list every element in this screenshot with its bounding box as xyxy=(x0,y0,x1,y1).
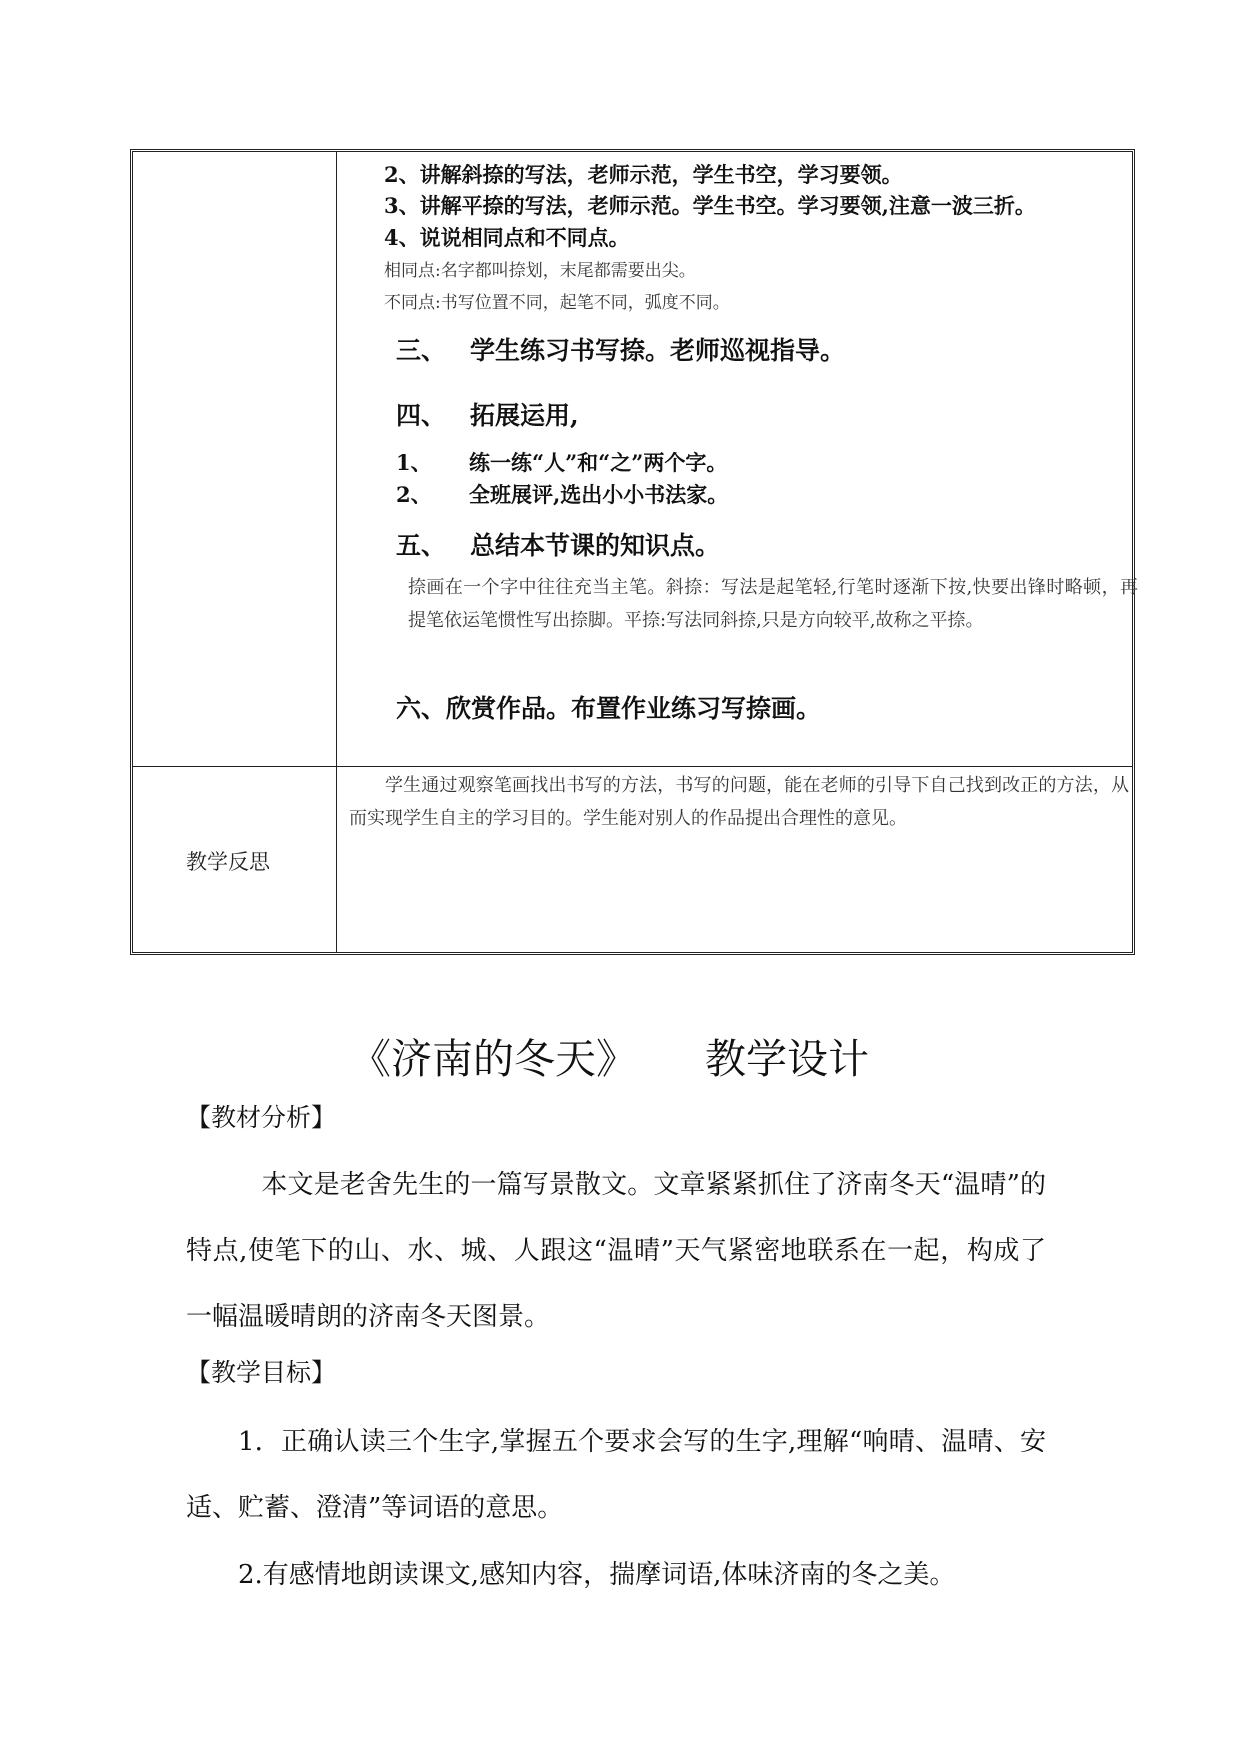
document-title xyxy=(350,1026,869,1085)
section-4-text: 拓展运用, xyxy=(470,401,579,430)
section-5-text: 总结本节课的知识点。 xyxy=(470,531,721,560)
procedure-cell xyxy=(340,152,1138,766)
goal-2-paragraph: 2.有感情地朗读课文,感知内容，揣摩词语,体味济南的冬之美。 xyxy=(238,1560,956,1590)
diff-point-note: 不同点:书写位置不同，起笔不同，弧度不同。 xyxy=(384,293,730,313)
sub-item-2-text: 全班展评,选出小小书法家。 xyxy=(469,482,729,507)
section-4-number: 四、 xyxy=(396,401,447,430)
row-divider xyxy=(133,766,1132,767)
step-3: 3、讲解平捺的写法，老师示范。学生书空。学习要领,注意一波三折。 xyxy=(384,193,1036,218)
lesson-plan-table xyxy=(130,149,1138,955)
analysis-paragraph: 本文是老舍先生的一篇写景散文。文章紧紧抓住了济南冬天“温晴”的特点,使笔下的山、水、城、人跟这“温晴”天气紧密地联系在一起，构成了一幅温暖晴朗的济南冬天图景。 xyxy=(186,1170,1046,1332)
step-2: 2、讲解斜捺的写法，老师示范，学生书空，学习要领。 xyxy=(384,162,903,187)
summary-text: 捺画在一个字中往往充当主笔。斜捺：写法是起笔轻,行笔时逐渐下按,快要出锋时略顿，再提笔依运笔惯性写出捺脚。平捺:写法同斜捺,只是方向较平,故称之平捺。 xyxy=(408,577,1138,631)
sub-item-1 xyxy=(396,447,727,477)
section-6-heading: 六、欣赏作品。布置作业练习写捺画。 xyxy=(396,694,822,723)
title-sub: 教学设计 xyxy=(705,1035,869,1083)
sub-item-2-number: 2、 xyxy=(396,482,432,507)
section-3-text: 学生练习书写捺。老师巡视指导。 xyxy=(470,336,846,365)
goal-1-paragraph: 1．正确认读三个生字,掌握五个要求会写的生字,理解“响晴、温晴、安适、贮蓄、澄清”等词语的意思。 xyxy=(186,1427,1046,1523)
section-3-heading xyxy=(396,331,845,367)
sub-item-2 xyxy=(396,479,728,509)
section-goals-heading: 【教学目标】 xyxy=(186,1358,337,1387)
section-5-number: 五、 xyxy=(396,531,447,560)
section-3-number: 三、 xyxy=(396,336,447,365)
sub-item-1-number: 1、 xyxy=(396,450,432,475)
step-4: 4、说说相同点和不同点。 xyxy=(384,225,630,250)
reflection-label: 教学反思 xyxy=(186,850,270,874)
same-point-note: 相同点:名字都叫捺划，末尾都需要出尖。 xyxy=(384,261,696,281)
reflection-text: 学生通过观察笔画找出书写的方法，书写的问题，能在老师的引导下自己找到改正的方法，从而实现学生自主的学习目的。学生能对别人的作品提出合理性的意见。 xyxy=(349,775,1129,829)
section-4-heading xyxy=(396,396,579,432)
section-5-heading xyxy=(396,526,720,562)
column-divider xyxy=(336,152,337,952)
title-main: 《济南的冬天》 xyxy=(350,1035,637,1083)
sub-item-1-text: 练一练“人”和“之”两个字。 xyxy=(469,450,728,475)
section-analysis-heading: 【教材分析】 xyxy=(186,1103,337,1132)
